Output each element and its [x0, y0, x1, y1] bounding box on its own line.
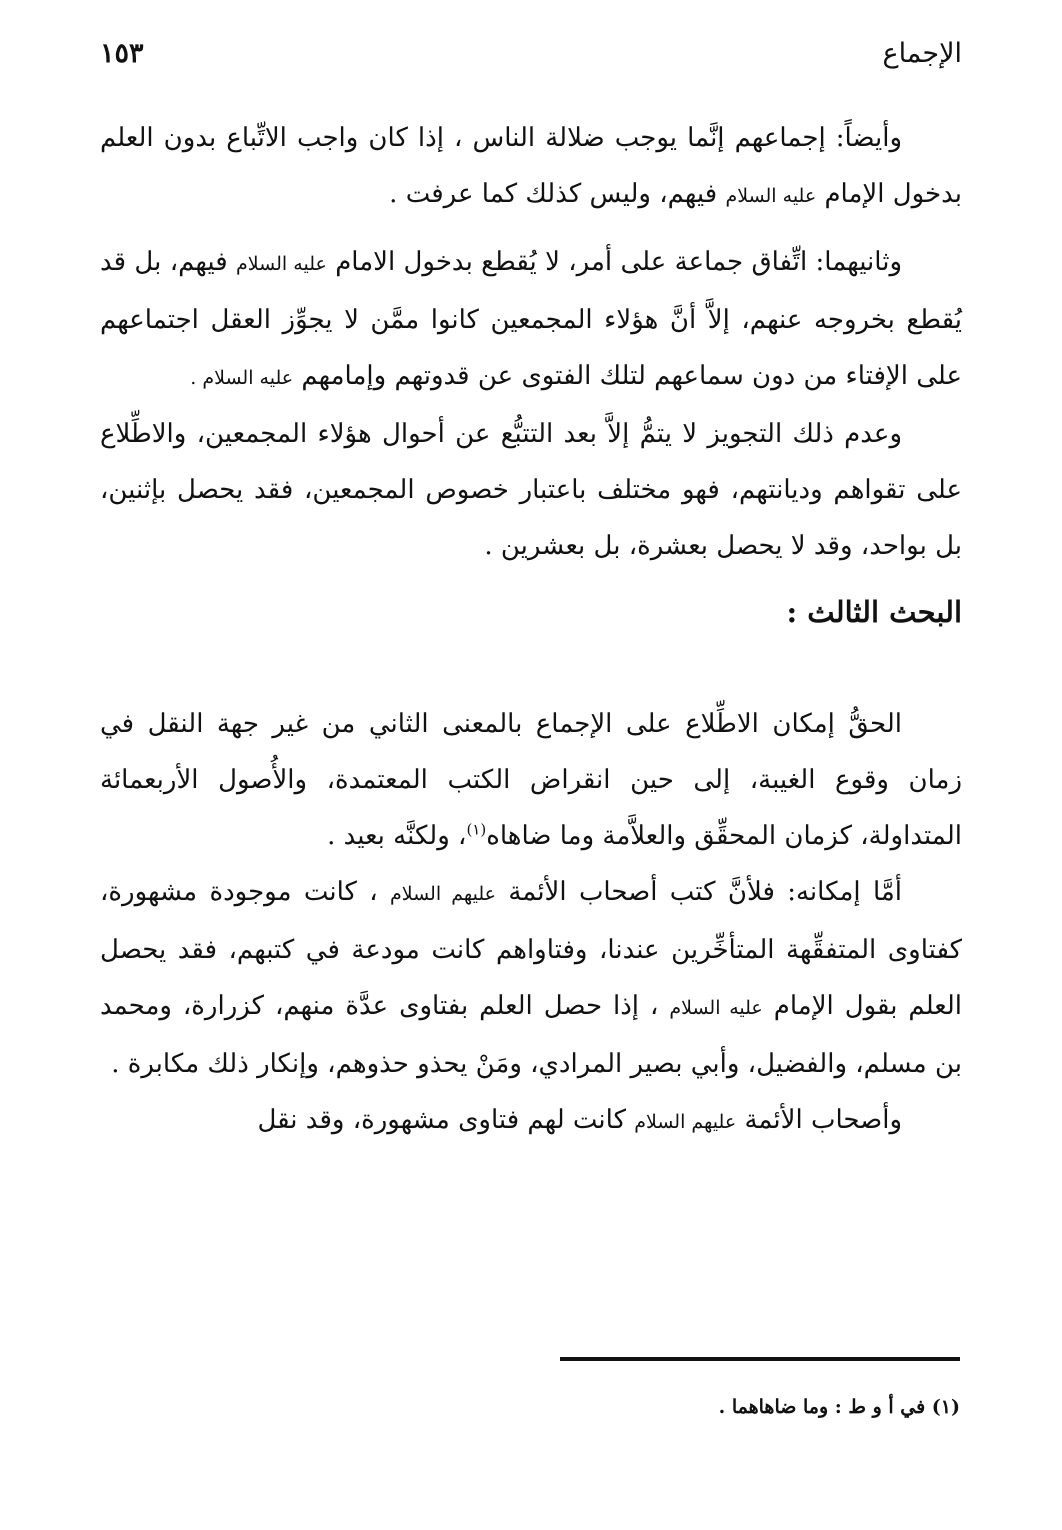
page-number: ١٥٣	[100, 38, 144, 69]
paragraph-5-mid: ، كانت موجودة مشهورة، كفتاوى المتفقِّهة المتأخِّرين عندنا، وفتاواهم كانت مودعة في كتبهم، فقد يحصل العلم بقول الإمام	[100, 877, 962, 1021]
paragraph-5-text: أمَّا إمكانه: فلأنَّ كتب أصحاب الأئمة	[508, 877, 903, 907]
paragraph-1-text: وأيضاً: إجماعهم إنَّما يوجب ضلالة الناس ، إذا كان واجب الاتِّباع بدون العلم بدخول الإمام	[100, 123, 962, 209]
paragraph-6	[100, 1092, 962, 1150]
honorific: عليهم السلام	[390, 883, 496, 905]
honorific: عليه السلام	[669, 997, 763, 1019]
honorific: عليه السلام .	[190, 367, 294, 389]
paragraph-2-text: وثانيهما: اتِّفاق جماعة على أمر، لا يُقطع بدخول الامام	[335, 247, 903, 277]
honorific: عليه السلام	[725, 185, 817, 207]
spacer	[100, 640, 962, 696]
paragraph-3: وعدم ذلك التجويز لا يتمُّ إلاَّ بعد التتبُّع عن أحوال هؤلاء المجمعين، والاطِّلاع على تقواهم وديانتهم، فهو مختلف باعتبار خصوص المجمعين، فقد يحصل بإثنين، بل بواحد، وقد لا يحصل بعشرة، بل بعشرين .	[100, 419, 962, 561]
paragraph-4	[100, 696, 962, 864]
footnotes	[102, 1392, 960, 1422]
honorific: عليهم السلام	[634, 1111, 737, 1133]
paragraph-1	[100, 110, 962, 224]
paragraph-4-end: ، ولكنَّه بعيد .	[327, 821, 467, 851]
page-body	[100, 110, 962, 1150]
paragraph-4-text: الحقُّ إمكان الاطِّلاع على الإجماع بالمعنى الثاني من غير جهة النقل في زمان وقوع الغيبة، إلى حين انقراض الكتب المعتمدة، والأُصول الأربعمائة المتداولة، كزمان المحقِّق والعلاَّمة وما ضاهاه	[100, 709, 962, 851]
page-header	[100, 38, 962, 82]
paragraph-5	[100, 864, 962, 1092]
paragraph-6-end: كانت لهم فتاوى مشهورة، وقد نقل	[257, 1105, 626, 1135]
paragraph-6-text: وأصحاب الأئمة	[744, 1105, 902, 1135]
paragraph-1-end: فيهم، وليس كذلك كما عرفت .	[389, 179, 718, 209]
running-title: الإجماع	[882, 38, 962, 69]
footnote-marker[interactable]: (١)	[466, 820, 487, 839]
spacer	[100, 574, 962, 584]
spacer	[100, 224, 962, 234]
footnote-1: (١) في أ و ط : وما ضاهاهما .	[718, 1396, 960, 1418]
section-heading: البحث الثالث :	[786, 595, 962, 629]
paragraph-2	[100, 234, 962, 406]
honorific: عليه السلام	[236, 253, 327, 275]
paragraph-5-end: ، إذا حصل العلم بفتاوى عدَّة منهم، كزرارة، ومحمد بن مسلم، والفضيل، وأبي بصير المرادي، ومَنْ يحذو حذوهم، وإنكار ذلك مكابرة .	[100, 991, 962, 1079]
paragraph-2-mid: فيهم، بل قد يُقطع بخروجه عنهم، إلاَّ أنَّ هؤلاء المجمعين كانوا ممَّن لا يجوِّز العقل اجتماعهم على الإفتاء من دون سماعهم لتلك الفتوى عن قدوتهم وإمامهم	[100, 247, 962, 391]
footnote-divider	[560, 1357, 960, 1361]
